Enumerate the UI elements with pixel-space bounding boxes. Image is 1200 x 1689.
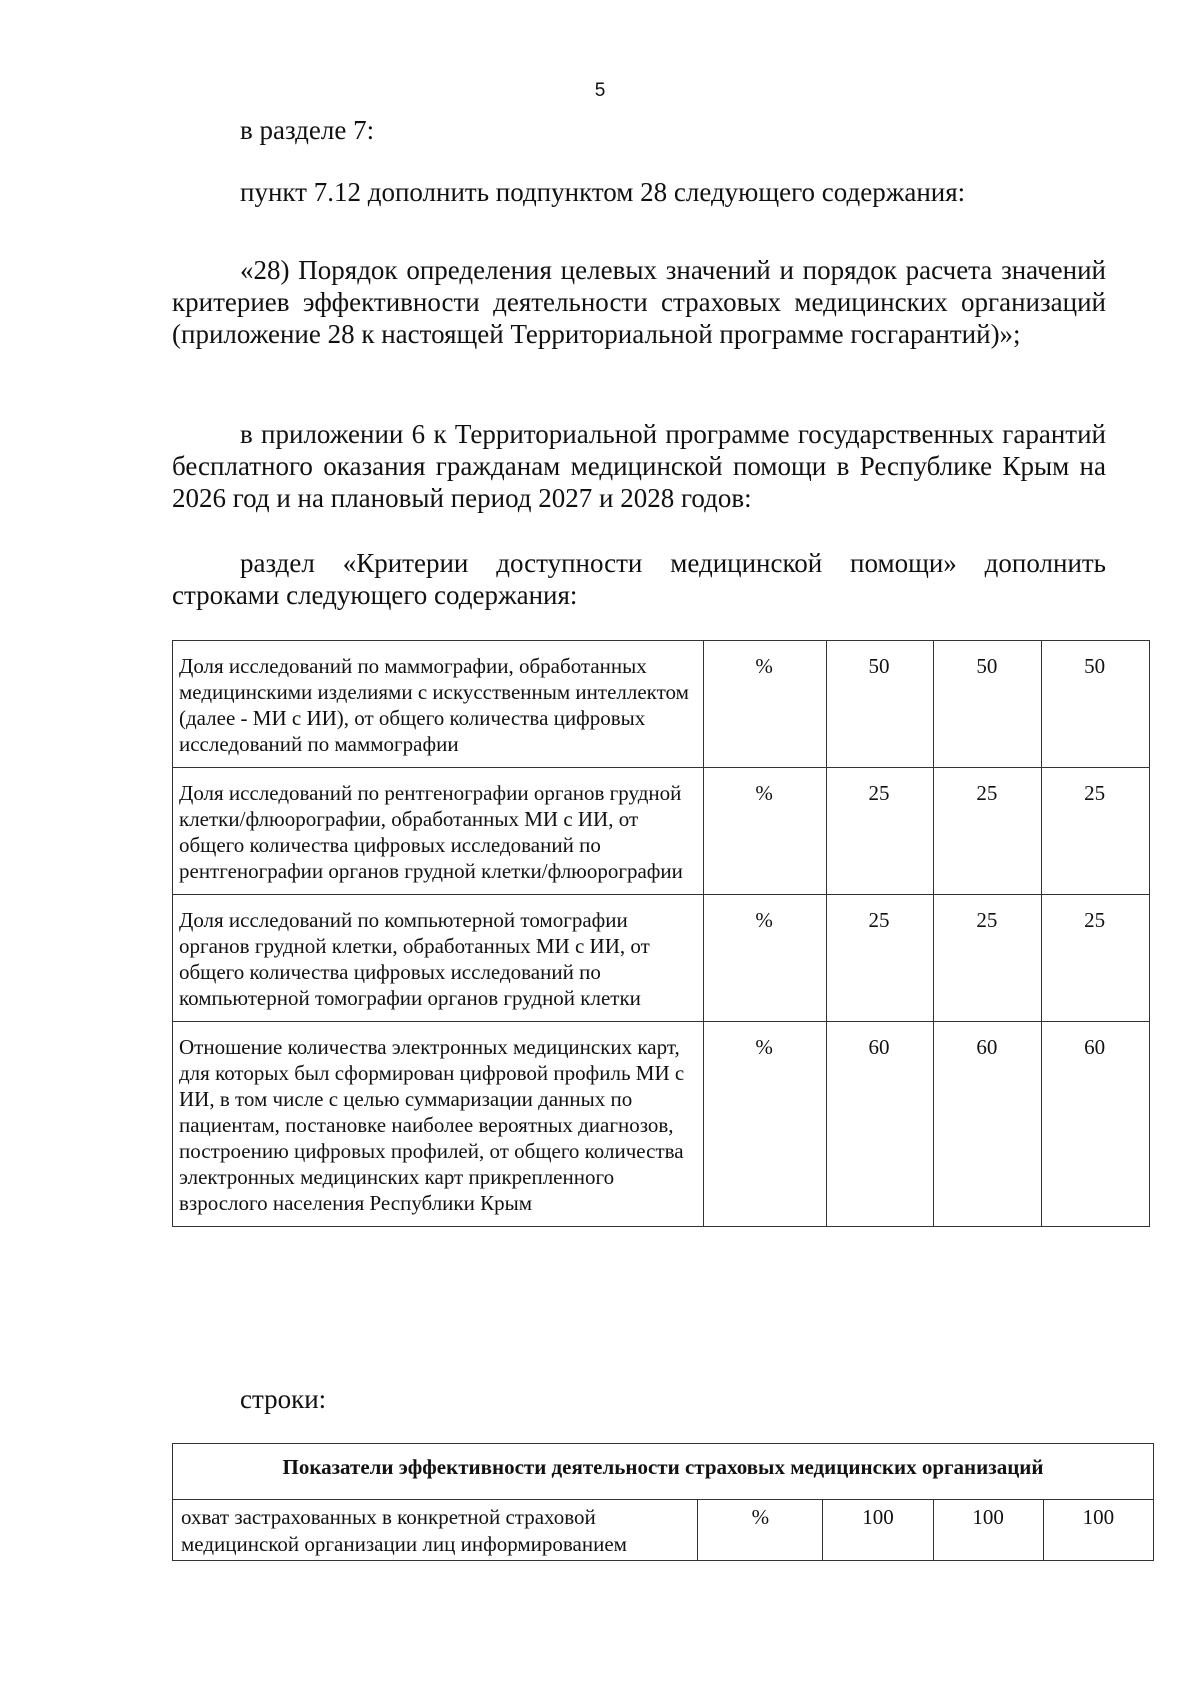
criteria-unit: %	[704, 1022, 826, 1227]
efficiency-value-2028: 100	[1043, 1500, 1153, 1561]
criteria-value-2028: 60	[1042, 1022, 1150, 1227]
efficiency-unit: %	[698, 1500, 823, 1561]
criteria-value-2026: 25	[826, 895, 934, 1022]
efficiency-table-header: Показатели эффективности деятельности страховых медицинских организаций	[173, 1444, 1154, 1500]
criteria-value-2027: 50	[934, 641, 1042, 768]
page-number: 5	[594, 80, 606, 101]
criteria-value-2028: 25	[1042, 895, 1150, 1022]
table-row	[173, 641, 1150, 768]
paragraph-rows: строки:	[240, 1384, 327, 1414]
criteria-description: Отношение количества электронных медицинских карт, для которых был сформирован цифровой профиль МИ с ИИ, в том числе с целью суммаризации данных по пациентам, постановке наиболее вероятных диагнозов, построению цифровых профилей, от общего количества электронных медицинских карт прикрепленного взрослого населения Республики Крым	[173, 1022, 704, 1227]
table-row	[173, 895, 1150, 1022]
criteria-value-2027: 60	[934, 1022, 1042, 1227]
criteria-description: Доля исследований по маммографии, обработанных медицинскими изделиями с искусственным интеллектом (далее - МИ с ИИ), от общего количества цифровых исследований по маммографии	[173, 641, 704, 768]
criteria-description: Доля исследований по рентгенографии органов грудной клетки/флюорографии, обработанных МИ с ИИ, от общего количества цифровых исследований по рентгенографии органов грудной клетки/флюорографии	[173, 768, 704, 895]
criteria-value-2027: 25	[934, 895, 1042, 1022]
criteria-value-2026: 50	[826, 641, 934, 768]
criteria-value-2026: 25	[826, 768, 934, 895]
efficiency-value-2026: 100	[823, 1500, 933, 1561]
paragraph-availability-criteria: раздел «Критерии доступности медицинской помощи» дополнить строками следующего содержания:	[172, 548, 1106, 610]
criteria-unit: %	[704, 641, 826, 768]
criteria-unit: %	[704, 768, 826, 895]
table-row	[173, 768, 1150, 895]
table-row	[173, 1500, 1154, 1561]
table-header-row	[173, 1444, 1154, 1500]
efficiency-value-2027: 100	[933, 1500, 1043, 1561]
efficiency-description: охват застрахованных в конкретной страховой медицинской организации лиц информированием	[173, 1500, 698, 1561]
criteria-description: Доля исследований по компьютерной томографии органов грудной клетки, обработанных МИ с ИИ, от общего количества цифровых исследований по компьютерной томографии органов грудной клетки	[173, 895, 704, 1022]
criteria-table	[172, 640, 1150, 1227]
criteria-value-2027: 25	[934, 768, 1042, 895]
paragraph-item-7-12: пункт 7.12 дополнить подпунктом 28 следующего содержания:	[240, 177, 966, 207]
criteria-unit: %	[704, 895, 826, 1022]
criteria-value-2028: 25	[1042, 768, 1150, 895]
criteria-value-2028: 50	[1042, 641, 1150, 768]
paragraph-appendix-6: в приложении 6 к Территориальной программе государственных гарантий бесплатного оказания гражданам медицинской помощи в Республике Крым на 2026 год и на плановый период 2027 и 2028 годов:	[172, 419, 1106, 513]
efficiency-table	[172, 1443, 1154, 1561]
paragraph-section-7: в разделе 7:	[240, 115, 375, 145]
table-row	[173, 1022, 1150, 1227]
criteria-value-2026: 60	[826, 1022, 934, 1227]
paragraph-subitem-28: «28) Порядок определения целевых значений и порядок расчета значений критериев эффективности деятельности страховых медицинских организаций (приложение 28 к настоящей Территориальной программе госгарантий)»;	[172, 255, 1106, 349]
